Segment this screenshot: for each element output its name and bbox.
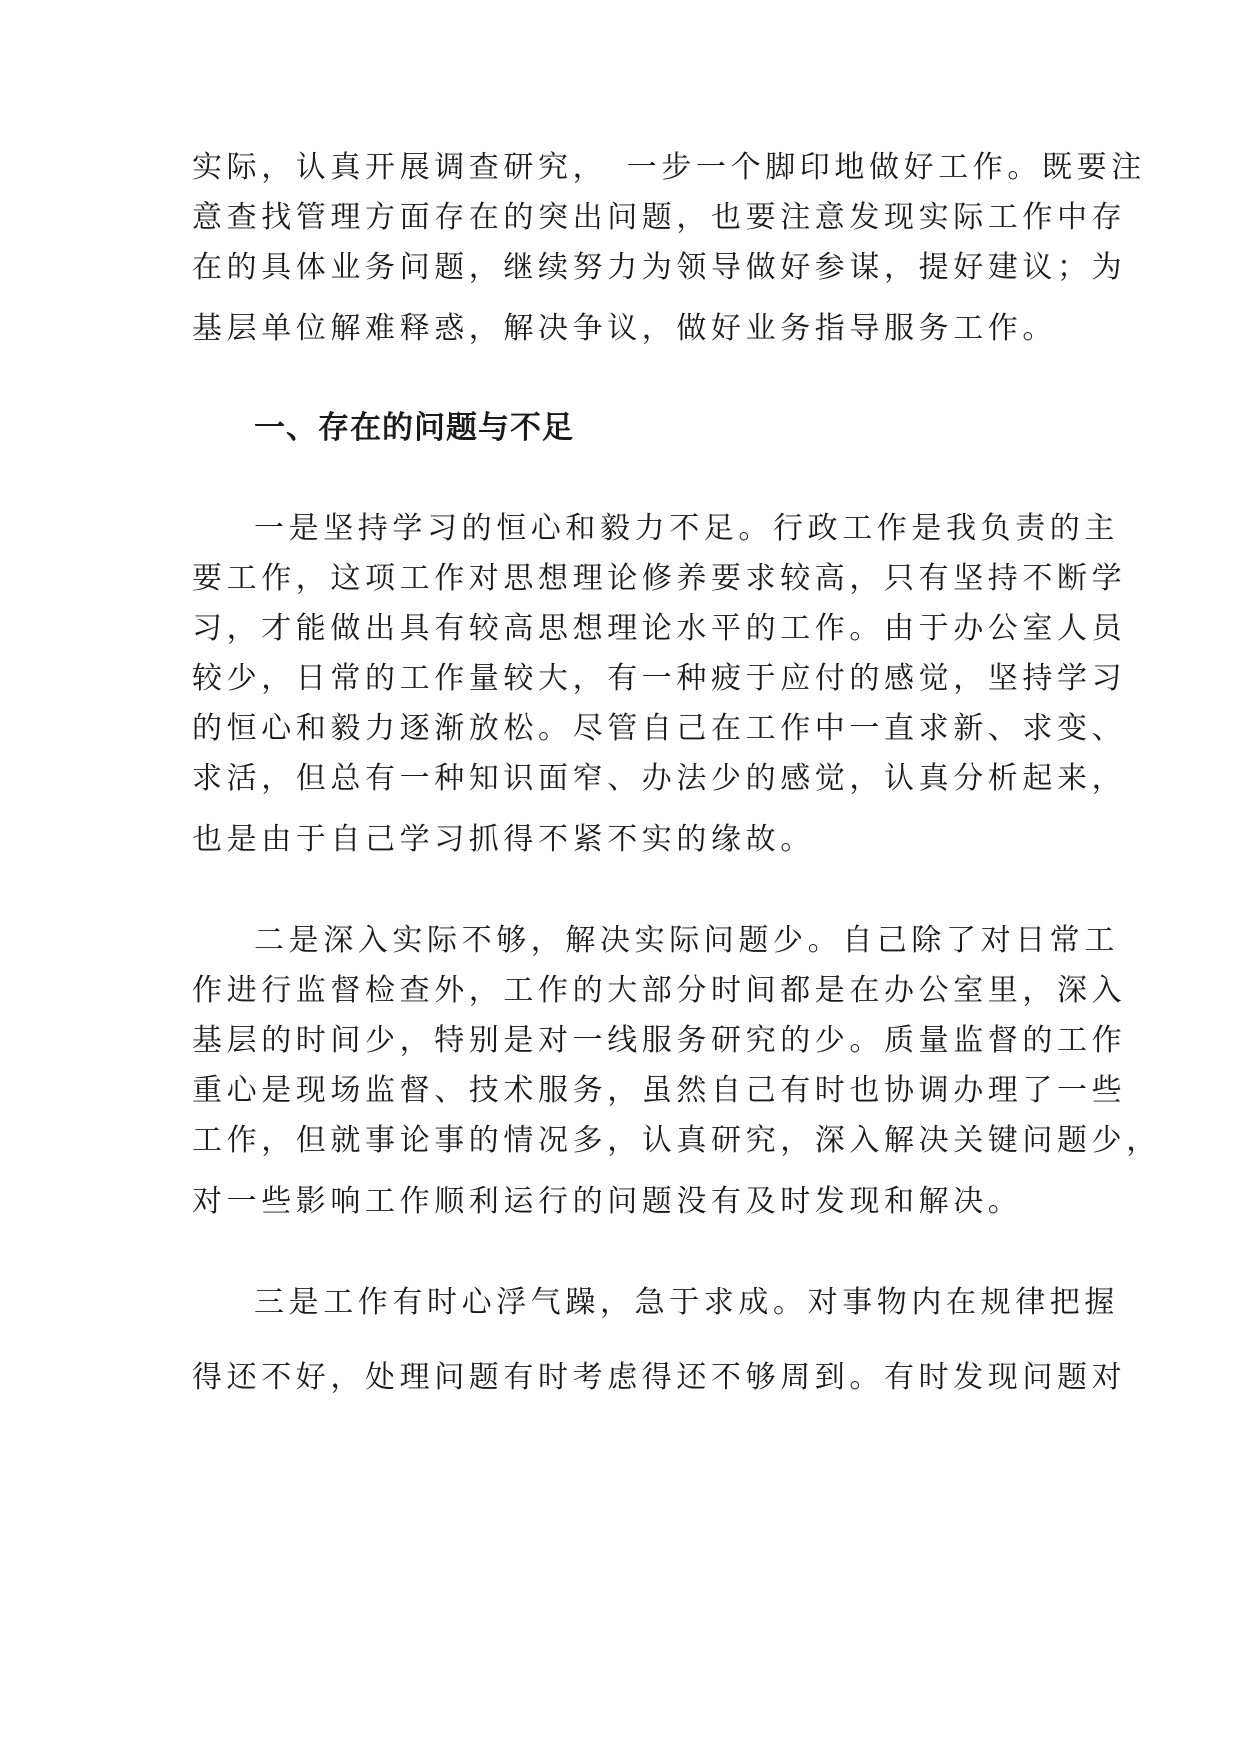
section-heading: 一、存在的问题与不足 <box>254 410 574 446</box>
paragraph-2-line-2: 作进行监督检查外，工作的大部分时间都是在办公室里，深入 <box>192 973 1127 1008</box>
intro-line-1: 实际，认真开展调查研究， 一步一个脚印地做好工作。既要注 <box>192 150 1146 185</box>
paragraph-2-line-3: 基层的时间少，特别是对一线服务研究的少。质量监督的工作 <box>192 1023 1127 1058</box>
paragraph-1-line-7: 也是由于自己学习抓得不紧不实的缘故。 <box>192 822 815 857</box>
intro-line-2: 意查找管理方面存在的突出问题，也要注意发现实际工作中存 <box>192 200 1127 235</box>
paragraph-1-line-1: 一是坚持学习的恒心和毅力不足。行政工作是我负责的主 <box>254 511 1119 546</box>
paragraph-2-line-5: 工作，但就事论事的情况多，认真研究，深入解决关键问题少， <box>192 1123 1161 1158</box>
paragraph-1-line-6: 求活，但总有一种知识面窄、办法少的感觉，认真分析起来， <box>192 761 1127 796</box>
paragraph-2-line-4: 重心是现场监督、技术服务，虽然自己有时也协调办理了一些 <box>192 1073 1127 1108</box>
paragraph-3-line-1: 三是工作有时心浮气躁，急于求成。对事物内在规律把握 <box>254 1285 1119 1320</box>
paragraph-1-line-4: 较少，日常的工作量较大，有一种疲于应付的感觉，坚持学习 <box>192 661 1127 696</box>
intro-line-3: 在的具体业务问题，继续努力为领导做好参谋，提好建议；为 <box>192 250 1127 285</box>
paragraph-3-line-2: 得还不好，处理问题有时考虑得还不够周到。有时发现问题对 <box>192 1360 1127 1395</box>
paragraph-2-line-1: 二是深入实际不够，解决实际问题少。自己除了对日常工 <box>254 923 1119 958</box>
paragraph-2-line-6: 对一些影响工作顺利运行的问题没有及时发现和解决。 <box>192 1184 1023 1219</box>
intro-line-4: 基层单位解难释惑，解决争议，做好业务指导服务工作。 <box>192 311 1057 346</box>
paragraph-1-line-3: 习，才能做出具有较高思想理论水平的工作。由于办公室人员 <box>192 611 1127 646</box>
paragraph-1-line-5: 的恒心和毅力逐渐放松。尽管自己在工作中一直求新、求变、 <box>192 711 1127 746</box>
paragraph-1-line-2: 要工作，这项工作对思想理论修养要求较高，只有坚持不断学 <box>192 561 1127 596</box>
